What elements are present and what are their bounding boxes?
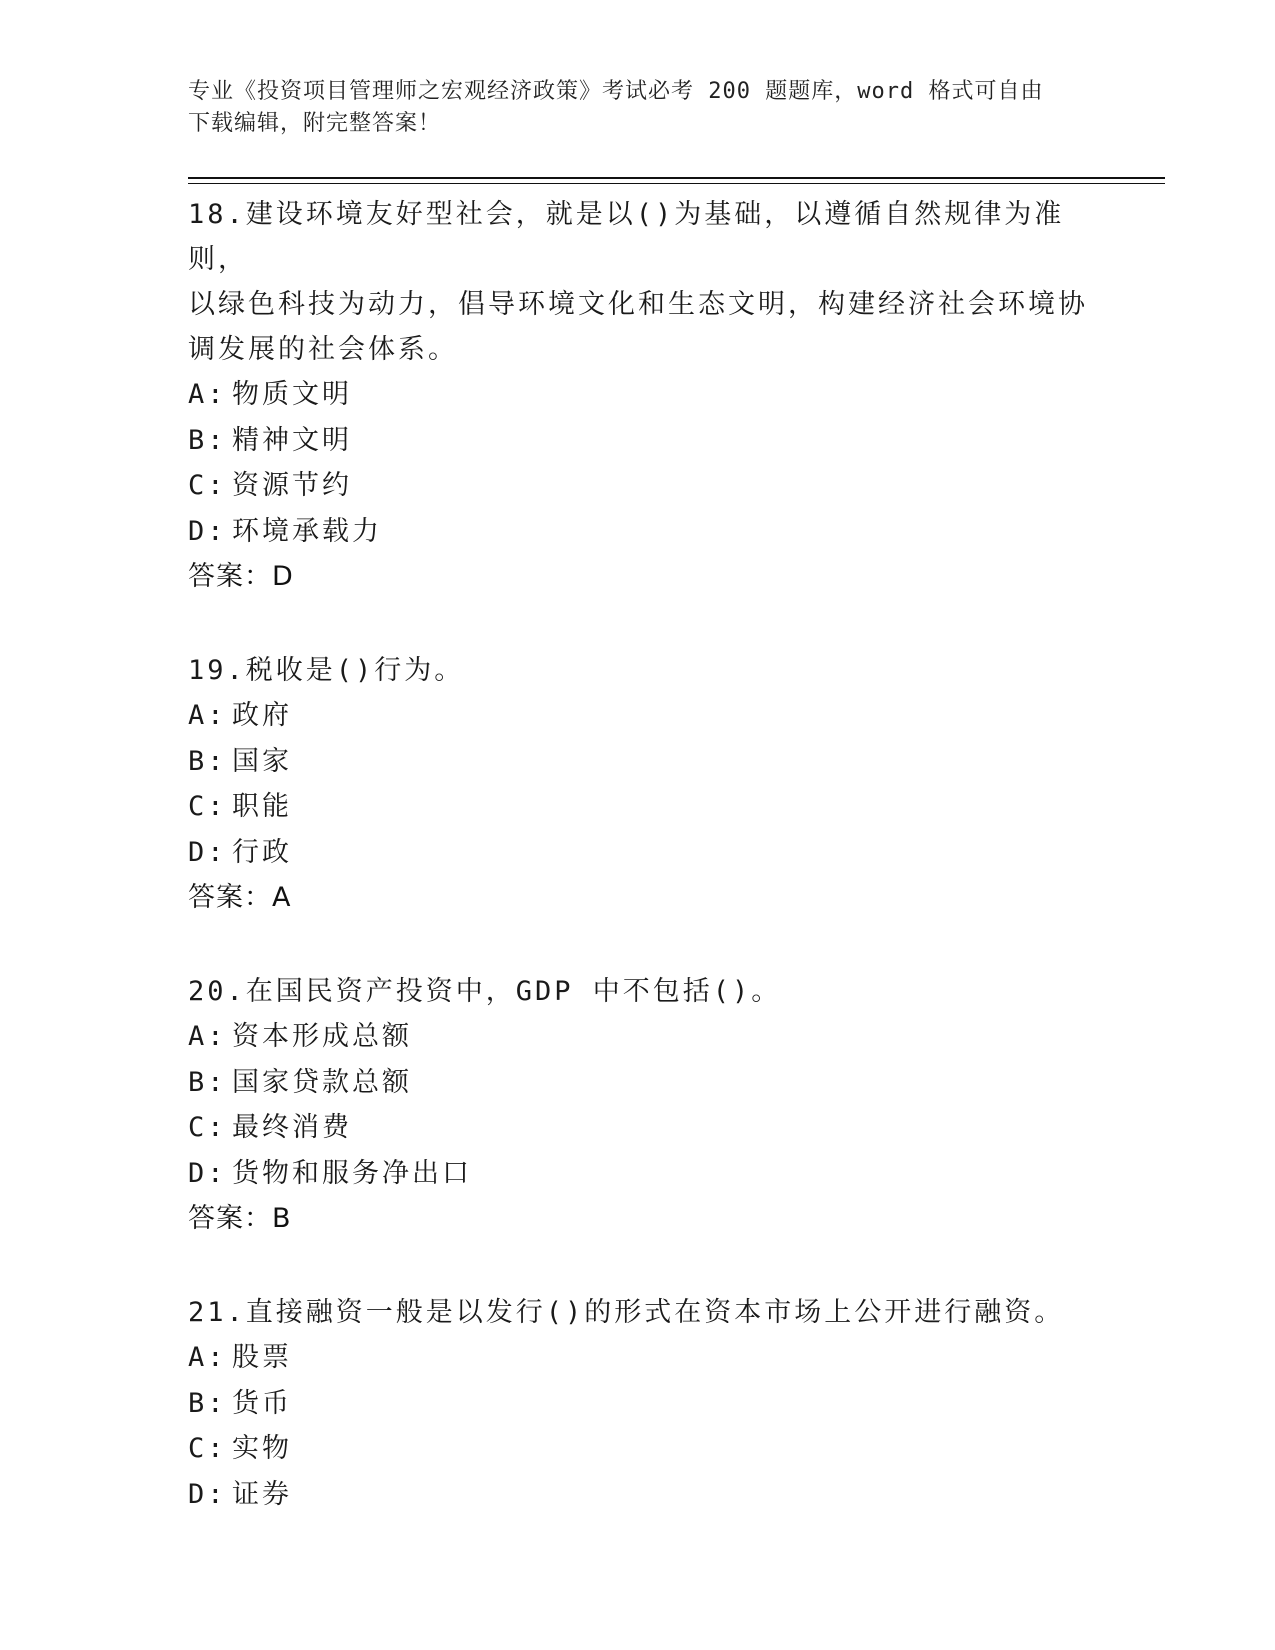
question-block [188, 1290, 1088, 1517]
header-line-2: 下载编辑，附完整答案！ [188, 111, 442, 136]
option-text: 行政 [232, 836, 292, 868]
option-text: 货物和服务净出口 [232, 1157, 472, 1189]
header-divider-thick [188, 177, 1165, 179]
answer-option [188, 1151, 1088, 1197]
answer-option [188, 509, 1088, 555]
answer-option [188, 830, 1088, 876]
option-key: C: [188, 470, 227, 501]
question-list [188, 192, 1088, 1565]
option-text: 政府 [232, 700, 292, 731]
question-block [188, 648, 1088, 921]
option-key: D: [188, 515, 227, 547]
answer-option [188, 1472, 1088, 1518]
question-stem-line: 21.直接融资一般是以发行()的形式在资本市场上公开进行融资。 [188, 1297, 1065, 1328]
option-key: B: [188, 424, 227, 456]
question-stem-line: 20.在国民资产投资中，GDP 中不包括()。 [188, 976, 782, 1007]
option-text: 证券 [232, 1478, 292, 1510]
question-stem-line: 18.建设环境友好型社会，就是以()为基础，以遵循自然规律为准则， [188, 199, 1065, 275]
answer-option [188, 1426, 1088, 1472]
answer-option [188, 784, 1088, 830]
question-stem-line: 以绿色科技为动力，倡导环境文化和生态文明，构建经济社会环境协 [188, 289, 1088, 320]
answer-option [188, 372, 1088, 418]
option-text: 精神文明 [232, 424, 352, 456]
option-key: C: [188, 791, 227, 822]
option-key: B: [188, 1387, 227, 1419]
question-block [188, 969, 1088, 1242]
option-text: 股票 [232, 1342, 292, 1373]
answer-key: 答案：B [188, 1203, 292, 1234]
answer-option [188, 463, 1088, 509]
answer-option [188, 1105, 1088, 1151]
header-divider-thin [188, 183, 1165, 184]
option-key: C: [188, 1433, 227, 1464]
option-key: B: [188, 1066, 227, 1098]
option-key: A: [188, 1021, 227, 1052]
answer-key: 答案：D [188, 561, 294, 592]
option-key: B: [188, 745, 227, 777]
option-text: 资源节约 [232, 470, 352, 501]
answer-option [188, 739, 1088, 785]
option-text: 环境承载力 [232, 515, 382, 547]
question-block [188, 192, 1088, 600]
option-key: D: [188, 836, 227, 868]
option-text: 实物 [232, 1433, 292, 1464]
header-line-1: 专业《投资项目管理师之宏观经济政策》考试必考 200 题题库，word 格式可自由 [188, 79, 1044, 104]
question-stem-line: 19.税收是()行为。 [188, 655, 465, 686]
question-stem-line: 调发展的社会体系。 [188, 334, 458, 365]
option-key: D: [188, 1157, 227, 1189]
option-text: 国家 [232, 745, 292, 777]
option-text: 物质文明 [232, 379, 352, 410]
answer-key: 答案：A [188, 882, 292, 913]
option-key: C: [188, 1112, 227, 1143]
option-text: 货币 [232, 1387, 292, 1419]
option-text: 最终消费 [232, 1112, 352, 1143]
answer-option [188, 1014, 1088, 1060]
answer-option [188, 1060, 1088, 1106]
answer-option [188, 1335, 1088, 1381]
option-key: D: [188, 1478, 227, 1510]
option-key: A: [188, 1342, 227, 1373]
option-key: A: [188, 700, 227, 731]
answer-option [188, 693, 1088, 739]
document-header [188, 76, 1088, 140]
option-text: 职能 [232, 791, 292, 822]
option-text: 资本形成总额 [232, 1021, 412, 1052]
answer-option [188, 418, 1088, 464]
answer-option [188, 1381, 1088, 1427]
option-key: A: [188, 379, 227, 410]
option-text: 国家贷款总额 [232, 1066, 412, 1098]
